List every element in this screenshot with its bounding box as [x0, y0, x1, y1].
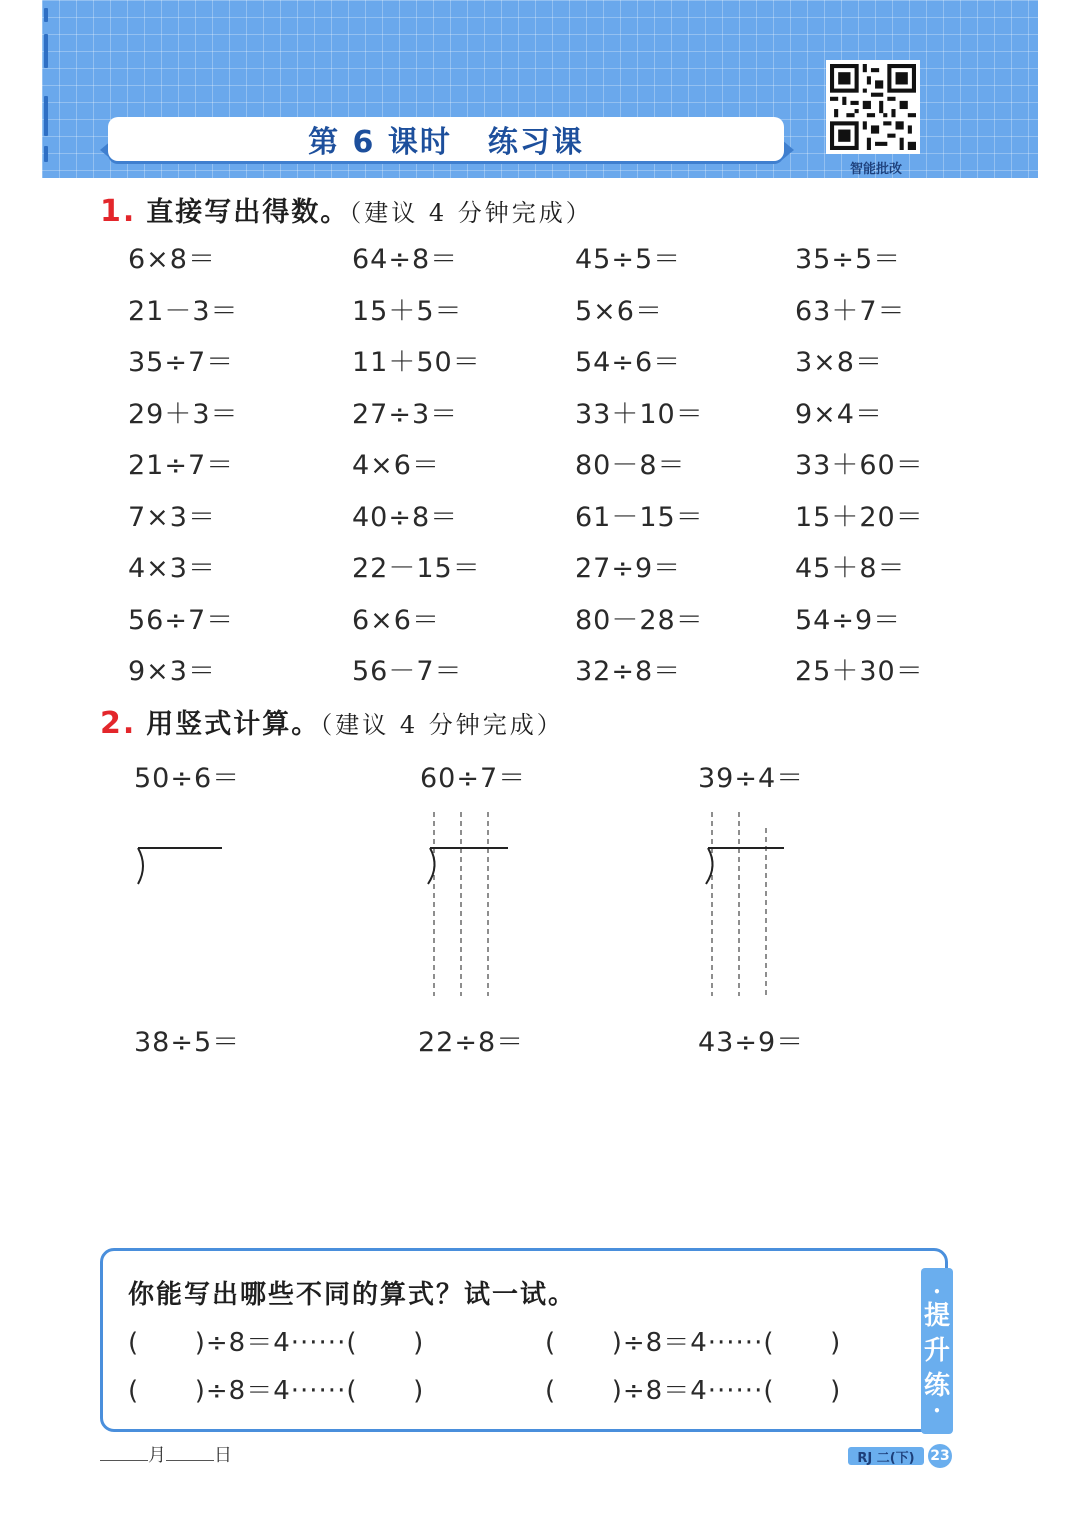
- section2-note: （建议 4 分钟完成）: [320, 711, 564, 739]
- oral-calc-item: 80－8＝: [575, 450, 686, 481]
- month-label: 月: [148, 1445, 166, 1466]
- oral-calc-item: 40÷8＝: [352, 501, 459, 533]
- oral-calc-item: 4×3＝: [128, 553, 216, 584]
- oral-calc-item: 54÷6＝: [575, 347, 682, 378]
- oral-calc-item: 29＋3＝: [128, 398, 239, 430]
- lesson-name: 练习课: [487, 125, 584, 160]
- oral-calc-item: 56－7＝: [352, 656, 463, 687]
- oral-calc-item: 56÷7＝: [128, 604, 235, 636]
- vertical-calc-item: 38÷5＝: [134, 1027, 241, 1058]
- oral-calc-item: 4×6＝: [352, 450, 440, 481]
- section1-title: 直接写出得数。: [146, 197, 350, 228]
- oral-calc-item: 7×3＝: [128, 501, 216, 533]
- qr-caption: 智能批改: [849, 162, 902, 177]
- oral-calc-item: 6×8＝: [128, 244, 216, 275]
- oral-calc-item: 45＋8＝: [795, 553, 906, 584]
- oral-calc-item: 61－15＝: [575, 501, 704, 533]
- day-label: 日: [214, 1445, 232, 1466]
- oral-calc-item: 35÷7＝: [128, 347, 235, 378]
- section1-note: （建议 4 分钟完成）: [349, 199, 593, 227]
- tab-char: 练: [923, 1370, 950, 1401]
- section1-heading: [100, 190, 593, 229]
- tab-char: 提: [923, 1300, 950, 1331]
- qr-code-graphic: [830, 64, 916, 150]
- page-number: 23: [928, 1444, 952, 1468]
- oral-calc-item: 21÷7＝: [128, 450, 235, 481]
- vertical-calc-item: 22÷8＝: [418, 1027, 525, 1058]
- division-bracket-with-guides: [698, 808, 790, 1000]
- oral-calc-item: 27÷9＝: [575, 553, 682, 584]
- division-bracket: [134, 842, 226, 890]
- fill-blank-equation[interactable]: ( )÷8＝4······( ): [545, 1376, 842, 1406]
- oral-calc-item: 6×6＝: [352, 604, 440, 636]
- oral-calc-item: 64÷8＝: [352, 244, 459, 275]
- oral-calc-item: 21－3＝: [128, 295, 239, 327]
- section2-title: 用竖式计算。: [146, 709, 321, 740]
- tab-dot: •: [933, 1284, 941, 1299]
- fill-blank-equation[interactable]: ( )÷8＝4······( ): [128, 1376, 425, 1406]
- tab-char: 升: [923, 1335, 950, 1366]
- oral-calc-item: 35÷5＝: [795, 244, 902, 275]
- binding-marks: [42, 0, 50, 178]
- section2-number: 2.: [100, 706, 137, 741]
- day-blank[interactable]: [166, 1460, 214, 1461]
- tab-dot: •: [933, 1403, 941, 1418]
- oral-calc-grid: [128, 240, 995, 704]
- vertical-calc-item: 60÷7＝: [420, 763, 527, 794]
- book-tag: RJ 二(下): [848, 1447, 924, 1465]
- oral-calc-item: 9×3＝: [128, 656, 216, 687]
- oral-calc-item: 32÷8＝: [575, 656, 682, 687]
- qr-code-icon[interactable]: [826, 60, 920, 154]
- division-bracket-with-guides: [420, 808, 512, 1000]
- oral-calc-item: 11＋50＝: [352, 347, 481, 378]
- section1-number: 1.: [100, 194, 137, 229]
- oral-calc-item: 22－15＝: [352, 553, 481, 584]
- oral-calc-item: 27÷3＝: [352, 398, 459, 430]
- page-title: [108, 117, 784, 161]
- vertical-calc-item: 39÷4＝: [698, 763, 805, 794]
- oral-calc-item: 15＋5＝: [352, 295, 463, 327]
- lesson-number: 第 6 课时: [308, 125, 452, 160]
- oral-calc-item: 33＋10＝: [575, 398, 704, 430]
- vertical-calc-item: 50÷6＝: [134, 763, 241, 794]
- oral-calc-item: 54÷9＝: [795, 604, 902, 636]
- month-blank[interactable]: [100, 1460, 148, 1461]
- challenge-prompt: 你能写出哪些不同的算式？试一试。: [128, 1280, 577, 1310]
- oral-calc-item: 63＋7＝: [795, 295, 906, 327]
- oral-calc-item: 25＋30＝: [795, 656, 924, 687]
- date-line: [100, 1441, 232, 1467]
- oral-calc-item: 15＋20＝: [795, 501, 924, 533]
- fill-blank-equation[interactable]: ( )÷8＝4······( ): [128, 1328, 425, 1358]
- oral-calc-item: 45÷5＝: [575, 244, 682, 275]
- oral-calc-item: 9×4＝: [795, 398, 883, 430]
- fill-blank-equation[interactable]: ( )÷8＝4······( ): [545, 1328, 842, 1358]
- oral-calc-item: 5×6＝: [575, 295, 663, 327]
- section2-heading: [100, 702, 564, 741]
- oral-calc-item: 33＋60＝: [795, 450, 924, 481]
- oral-calc-item: 3×8＝: [795, 347, 883, 378]
- vertical-calc-item: 43÷9＝: [698, 1027, 805, 1058]
- oral-calc-item: 80－28＝: [575, 604, 704, 636]
- challenge-tab: [921, 1268, 953, 1434]
